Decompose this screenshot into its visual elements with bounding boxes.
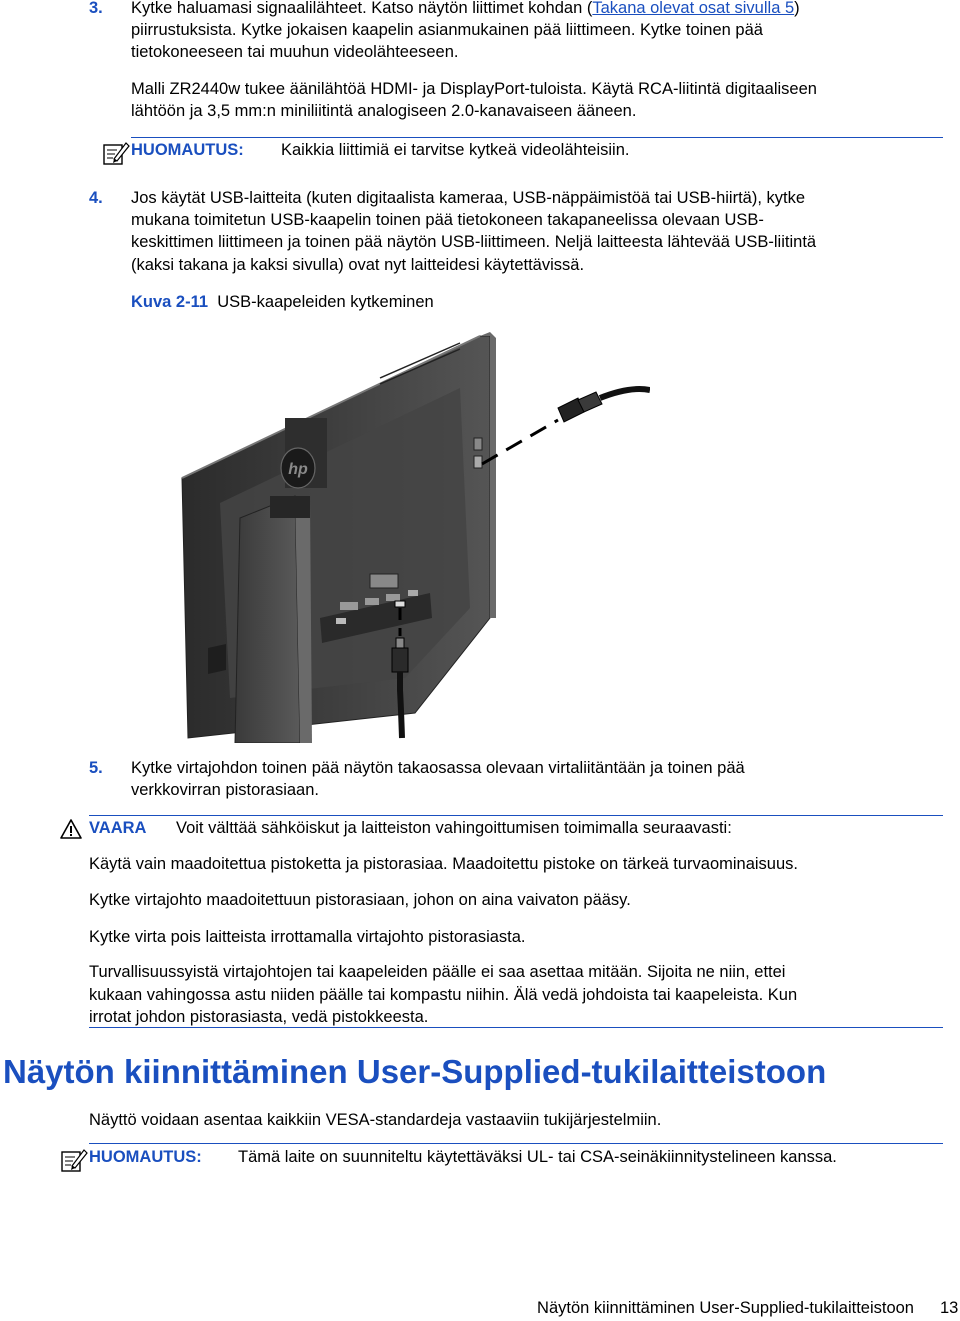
warning-item-2: Kytke virtajohto maadoitettuun pistorasiaan, johon on aina vaivaton pääsy. (89, 891, 631, 909)
note-2-rule-top (89, 1143, 943, 1144)
section-heading: Näytön kiinnittäminen User-Supplied-tukilaitteistoon (3, 1053, 827, 1090)
note-2-label: HUOMAUTUS: (89, 1148, 202, 1166)
figure-caption-text: USB-kaapeleiden kytkeminen (217, 293, 434, 311)
step-3-text-b: ) (794, 0, 800, 17)
section-intro: Näyttö voidaan asentaa kaikkiin VESA-standardeja vastaaviin tukijärjestelmiin. (89, 1111, 662, 1129)
warning-text: Voit välttää sähköiskut ja laitteiston vahingoittumisen toimimalla seuraavasti: (176, 819, 732, 837)
monitor-usb-illustration (160, 318, 650, 743)
step-4-line-4: (kaksi takana ja kaksi sivulla) ovat nyt laitteidesi käytettävissä. (131, 256, 585, 274)
step-3-line-1 (131, 0, 800, 19)
note-1-text: Kaikkia liittimiä ei tarvitse kytkeä videolähteisiin. (281, 141, 630, 159)
step-3-number: 3. (89, 0, 103, 17)
footer-page-number: 13 (940, 1299, 959, 1317)
figure-caption (131, 291, 434, 313)
warning-triangle-icon (59, 818, 83, 840)
note-pencil-icon (102, 139, 130, 167)
step-5-number: 5. (89, 759, 103, 777)
step-3-text-a: Kytke haluamasi signaalilähteet. Katso näytön liittimet kohdan ( (131, 0, 593, 17)
figure-label: Kuva 2-11 (131, 293, 209, 311)
step-5-line-2: verkkovirran pistorasiaan. (131, 781, 319, 799)
warning-item-1: Käytä vain maadoitettua pistoketta ja pistorasiaa. Maadoitettu pistoke on tärkeä turvaominaisuus. (89, 855, 798, 873)
note-pencil-icon (60, 1146, 88, 1174)
step-3-line-3: tietokoneeseen tai muuhun videolähteeseen. (131, 43, 459, 61)
warning-rule-bottom (89, 1027, 943, 1028)
note-1-label: HUOMAUTUS: (131, 141, 244, 159)
step-3-line-2: piirrustuksista. Kytke jokaisen kaapelin asianmukainen pää liittimeen. Kytke toinen pää (131, 21, 763, 39)
cross-reference-link[interactable]: Takana olevat osat sivulla 5 (592, 0, 795, 17)
warning-item-3: Kytke virta pois laitteista irrottamalla virtajohto pistorasiasta. (89, 928, 526, 946)
step-4-number: 4. (89, 189, 103, 207)
warning-item-4-line-3: irrotat johdon pistorasiasta, vedä pistokkeesta. (89, 1008, 429, 1026)
step-4-line-2: mukana toimitetun USB-kaapelin toinen pää tietokoneen takapaneelissa olevaan USB- (131, 211, 764, 229)
footer-title: Näytön kiinnittäminen User-Supplied-tukilaitteistoon (537, 1299, 914, 1317)
step-4-line-3: keskittimen liittimeen ja toinen pää näytön USB-liittimeen. Neljä laitteesta lähtevää USB-liitintä (131, 233, 817, 251)
audio-paragraph-line-1: Malli ZR2440w tukee äänilähtöä HDMI- ja DisplayPort-tuloista. Käytä RCA-liitintä digitaaliseen (131, 80, 817, 98)
warning-label: VAARA (89, 819, 147, 837)
warning-item-4-line-1: Turvallisuussyistä virtajohtojen tai kaapeleiden päälle ei saa asettaa mitään. Sijoita ne niin, ettei (89, 963, 786, 981)
note-rule-top (131, 137, 943, 138)
note-2-text: Tämä laite on suunniteltu käytettäväksi UL- tai CSA-seinäkiinnitystelineen kanssa. (238, 1148, 837, 1166)
step-5-line-1: Kytke virtajohdon toinen pää näytön takaosassa olevaan virtaliitäntään ja toinen pää (131, 759, 745, 777)
audio-paragraph-line-2: lähtöön ja 3,5 mm:n miniliitintä analogiseen 2.0-kanavaiseen ääneen. (131, 102, 637, 120)
warning-rule-top (89, 815, 943, 816)
warning-item-4-line-2: kukaan vahingossa astu niiden päälle tai kompastu niihin. Älä vedä johdoista tai kaapeleista. Kun (89, 986, 798, 1004)
step-4-line-1: Jos käytät USB-laitteita (kuten digitaalista kameraa, USB-näppäimistöä tai USB-hiirtä), kytke (131, 189, 806, 207)
hp-logo-text: hp (288, 461, 308, 478)
